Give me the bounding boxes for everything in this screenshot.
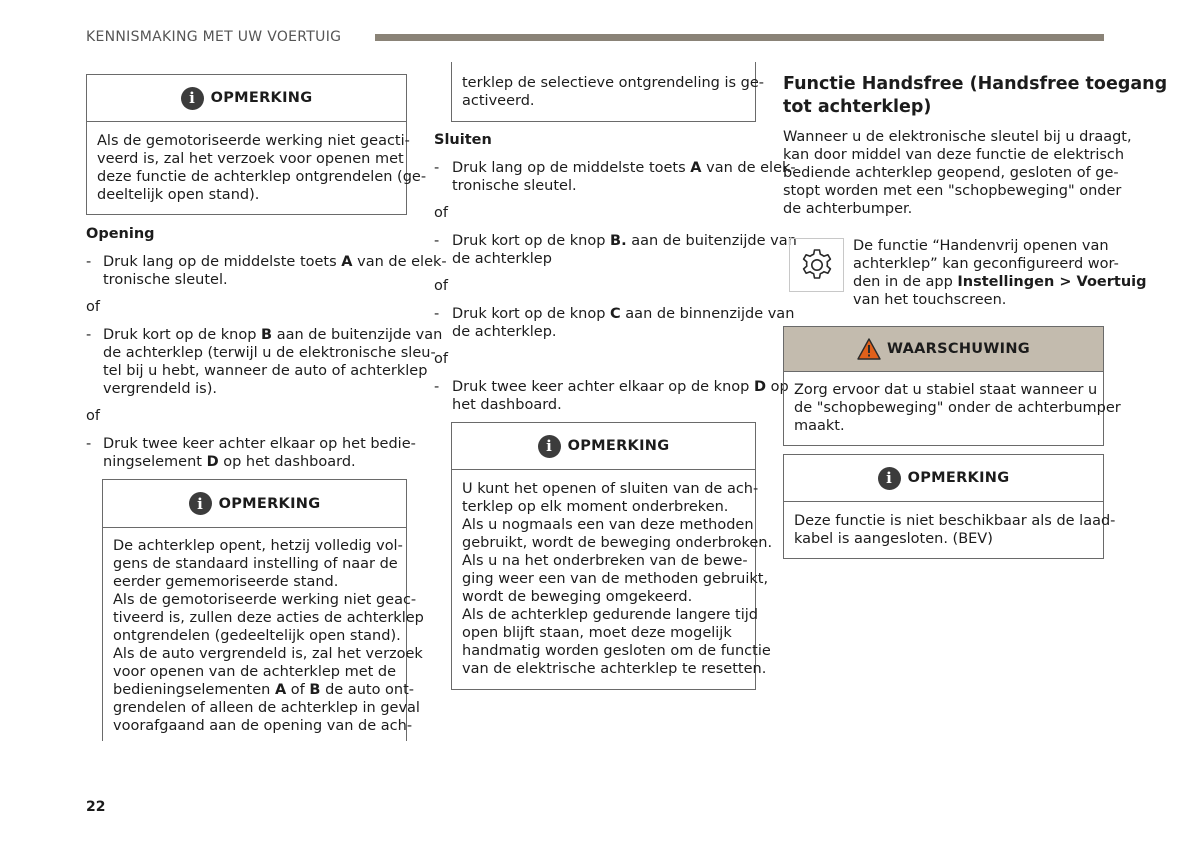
note-continuation-box <box>451 62 765 122</box>
step-text-part: aan de buitenzijde van <box>626 233 797 249</box>
warning-text: de "schopbeweging" onder de achterbumper <box>794 400 1121 416</box>
settings-note-text: achterklep” kan geconfigureerd wor- <box>853 256 1119 272</box>
note-text: De achterklep opent, hetzij volledig vol- <box>113 538 403 554</box>
intro-text: de achterbumper. <box>783 201 913 217</box>
section-title: KENNISMAKING MET UW VOERTUIG <box>86 29 342 45</box>
note-text: wordt de beweging omgekeerd. <box>462 589 693 605</box>
note-text: gebruikt, wordt de beweging onderbroken. <box>462 535 773 551</box>
note-text: Als de auto vergrendeld is, zal het verzoek <box>113 646 423 662</box>
warning-header <box>784 327 1103 372</box>
step-text <box>452 232 797 250</box>
settings-note-text: De functie “Handenvrij openen van <box>853 238 1109 254</box>
warning-box <box>783 326 1121 446</box>
step-text: de achterklep (terwijl u de elektronische sleu- <box>103 345 436 361</box>
note-text: Als u nogmaals een van deze methoden <box>462 517 754 533</box>
step-text <box>103 253 447 271</box>
note-text: deeltelijk open stand). <box>97 187 260 203</box>
note-title: OPMERKING <box>210 90 313 106</box>
warning-triangle-icon <box>857 338 881 360</box>
settings-note-text: van het touchscreen. <box>853 292 1007 308</box>
or-label: of <box>434 278 448 294</box>
note-header <box>452 423 755 470</box>
header-bar <box>375 34 1104 41</box>
settings-note-text <box>853 273 1147 291</box>
step-text-part: op het dashboard. <box>218 454 356 470</box>
dash: - <box>434 160 440 176</box>
note-box-1 <box>86 74 427 215</box>
note-text: terklep de selectieve ontgrendeling is ge- <box>462 75 765 91</box>
or-label: of <box>434 205 448 221</box>
settings-path: Instellingen > Voertuig <box>957 274 1147 290</box>
note-title: OPMERKING <box>567 438 670 454</box>
step-text-part: Druk kort op de knop <box>452 306 611 322</box>
dash: - <box>86 327 92 343</box>
warning-text: maakt. <box>794 418 845 434</box>
note-text: terklep op elk moment onderbreken. <box>462 499 729 515</box>
step-text: het dashboard. <box>452 397 562 413</box>
step-text: de achterklep. <box>452 324 557 340</box>
note-header <box>784 455 1103 502</box>
or-label: of <box>86 299 100 315</box>
step-text-part: ningselement <box>103 454 207 470</box>
note-text: van de elektrische achterklep te resetten. <box>462 661 767 677</box>
key-label: A <box>274 682 287 698</box>
intro-text: Wanneer u de elektronische sleutel bij u draagt, <box>783 129 1132 145</box>
step-text-part: Druk lang op de middelste toets <box>103 254 342 270</box>
intro-text: bediende achterklep geopend, gesloten of ge- <box>783 165 1119 181</box>
note-text-part: of <box>286 682 310 698</box>
step-text-part: aan de binnenzijde van <box>620 306 795 322</box>
key-label: B <box>309 682 321 698</box>
intro-text: stopt worden met een "schopbeweging" onder <box>783 183 1122 199</box>
warning-title: WAARSCHUWING <box>887 341 1030 357</box>
note-box-4 <box>783 454 1116 559</box>
step-text <box>103 453 356 471</box>
note-text <box>113 681 414 699</box>
opening-heading: Opening <box>86 226 155 242</box>
key-label: A <box>690 160 702 176</box>
note-text: voorafgaand aan de opening van de ach- <box>113 718 413 734</box>
step-text: tronische sleutel. <box>103 272 228 288</box>
info-icon: i <box>878 467 901 490</box>
intro-text: kan door middel van deze functie de elektrisch <box>783 147 1125 163</box>
note-text: Als de gemotoriseerde werking niet geac- <box>113 592 417 608</box>
step-text <box>452 159 796 177</box>
step-text-part: aan de buitenzijde van <box>272 327 443 343</box>
section-heading: tot achterklep) <box>783 97 932 117</box>
step-text <box>452 378 789 396</box>
step-text: tronische sleutel. <box>452 178 577 194</box>
info-icon: i <box>181 87 204 110</box>
section-heading: Functie Handsfree (Handsfree toegang <box>783 74 1168 94</box>
note-text: grendelen of alleen de achterklep in geval <box>113 700 420 716</box>
key-label: C <box>610 306 621 322</box>
step-text-part: Druk kort op de knop <box>103 327 262 343</box>
note-box-3 <box>451 422 773 690</box>
dash: - <box>86 436 92 452</box>
step-text: de achterklep <box>452 251 552 267</box>
step-text-part: van de elek- <box>352 254 447 270</box>
note-text: tiveerd is, zullen deze acties de achterklep <box>113 610 424 626</box>
note-text: voor openen van de achterklep met de <box>113 664 397 680</box>
step-text-part: van de elek- <box>701 160 796 176</box>
note-text-part: de auto ont- <box>320 682 415 698</box>
note-text: eerder gememoriseerde stand. <box>113 574 339 590</box>
note-text: Als de gemotoriseerde werking niet geacti- <box>97 133 410 149</box>
note-text: ging weer een van de methoden gebruikt, <box>462 571 769 587</box>
dash: - <box>86 254 92 270</box>
note-text: gens de standaard instelling of naar de <box>113 556 398 572</box>
step-text-part: op <box>766 379 789 395</box>
settings-icon-box <box>789 238 844 292</box>
note-text: ontgrendelen (gedeeltelijk open stand). <box>113 628 401 644</box>
note-text: open blijft staan, moet deze mogelijk <box>462 625 732 641</box>
key-label: B <box>261 327 273 343</box>
step-text: tel bij u hebt, wanneer de auto of achterklep <box>103 363 428 379</box>
warning-text: Zorg ervoor dat u stabiel staat wanneer u <box>794 382 1098 398</box>
step-text <box>452 305 794 323</box>
page-number: 22 <box>86 799 106 815</box>
note-header <box>87 75 406 122</box>
settings-note-text-part: den in de app <box>853 274 958 290</box>
step-text-part: Druk twee keer achter elkaar op de knop <box>452 379 754 395</box>
note-box-2 <box>102 479 424 741</box>
note-title: OPMERKING <box>907 470 1010 486</box>
note-text: handmatig worden gesloten om de functie <box>462 643 771 659</box>
note-text: deze functie de achterklep ontgrendelen (ge- <box>97 169 427 185</box>
note-text: Als de achterklep gedurende langere tijd <box>462 607 758 623</box>
key-label: B. <box>610 233 627 249</box>
note-text-part: bedieningselementen <box>113 682 275 698</box>
key-label: D <box>206 454 219 470</box>
closing-heading: Sluiten <box>434 132 492 148</box>
gear-icon <box>797 245 837 285</box>
step-text <box>103 326 442 344</box>
key-label: A <box>341 254 353 270</box>
step-text: Druk twee keer achter elkaar op het bedie- <box>103 436 416 452</box>
dash: - <box>434 379 440 395</box>
info-icon: i <box>189 492 212 515</box>
dash: - <box>434 233 440 249</box>
or-label: of <box>86 408 100 424</box>
key-label: D <box>753 379 767 395</box>
note-text: Deze functie is niet beschikbaar als de laad- <box>794 513 1116 529</box>
or-label: of <box>434 351 448 367</box>
note-text: veerd is, zal het verzoek voor openen met <box>97 151 404 167</box>
note-text: activeerd. <box>462 93 535 109</box>
info-icon: i <box>538 435 561 458</box>
dash: - <box>434 306 440 322</box>
note-text: kabel is aangesloten. (BEV) <box>794 531 993 547</box>
note-header <box>103 480 406 528</box>
step-text: vergrendeld is). <box>103 381 217 397</box>
note-text: U kunt het openen of sluiten van de ach- <box>462 481 759 497</box>
note-title: OPMERKING <box>218 495 321 512</box>
note-text: Als u na het onderbreken van de bewe- <box>462 553 748 569</box>
step-text-part: Druk kort op de knop <box>452 233 611 249</box>
step-text-part: Druk lang op de middelste toets <box>452 160 691 176</box>
